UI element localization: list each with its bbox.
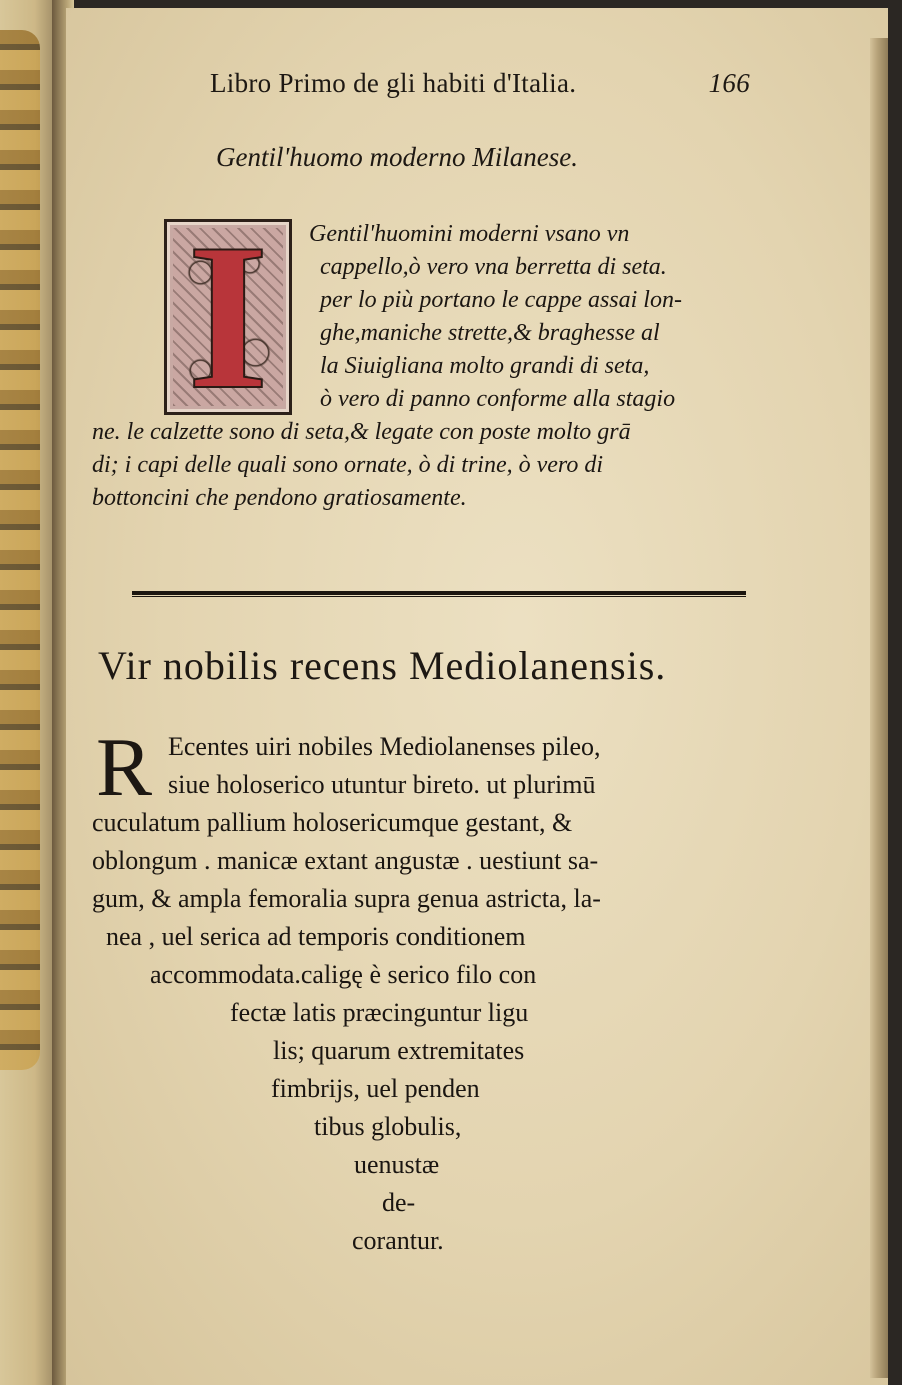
italian-line: ò vero di panno conforme alla stagio	[320, 386, 676, 412]
page-header	[210, 68, 750, 108]
italian-section-title: Gentil'huomo moderno Milanese.	[216, 142, 578, 172]
page-number: 166	[708, 68, 750, 98]
latin-line: tibus globulis,	[314, 1112, 462, 1141]
latin-line: Ecentes uiri nobiles Mediolanenses pileo,	[168, 732, 601, 761]
latin-dropcap: R	[96, 721, 153, 814]
ornamental-border-fragment	[0, 30, 40, 1070]
italian-line: Gentil'huomini moderni vsano vn	[309, 221, 630, 247]
running-title: Libro Primo de gli habiti d'Italia.	[210, 68, 577, 98]
italian-line: bottoncini che pendono gratiosamente.	[92, 485, 467, 511]
italian-line: per lo più portano le cappe assai lon-	[320, 287, 682, 313]
italian-line: ghe,maniche strette,& braghesse al	[320, 320, 660, 346]
latin-line: fectæ latis præcinguntur ligu	[230, 998, 529, 1027]
previous-page-edge	[0, 0, 58, 1385]
latin-line: corantur.	[352, 1226, 444, 1255]
latin-line: gum, & ampla femoralia supra genua astricta, la-	[92, 884, 601, 913]
latin-line: fimbrijs, uel penden	[271, 1074, 480, 1103]
latin-line: lis; quarum extremitates	[273, 1036, 525, 1065]
latin-line: nea , uel serica ad temporis conditionem	[106, 922, 526, 951]
italian-line: la Siuigliana molto grandi di seta,	[320, 353, 650, 379]
book-page	[66, 8, 888, 1385]
section-divider	[132, 591, 746, 597]
latin-line: uenustæ	[354, 1150, 440, 1179]
latin-line: cuculatum pallium holosericumque gestant, &	[92, 808, 573, 837]
latin-section-title: Vir nobilis recens Mediolanensis.	[98, 643, 667, 688]
italian-line: di; i capi delle quali sono ornate, ò di trine, ò vero di	[92, 452, 604, 478]
latin-line: siue holoserico utuntur bireto. ut plurimū	[168, 770, 596, 799]
latin-line: accommodata.caligę è serico filo con	[150, 960, 537, 989]
initial-letter: I	[187, 219, 269, 415]
italian-line: cappello,ò vero vna berretta di seta.	[320, 254, 667, 280]
decorated-initial	[164, 219, 292, 415]
italian-line: ne. le calzette sono di seta,& legate con poste molto grā	[92, 419, 631, 445]
latin-line: oblongum . manicæ extant angustæ . uestiunt sa-	[92, 846, 599, 875]
page-edge-stack	[870, 38, 888, 1378]
latin-line: de-	[382, 1188, 416, 1217]
